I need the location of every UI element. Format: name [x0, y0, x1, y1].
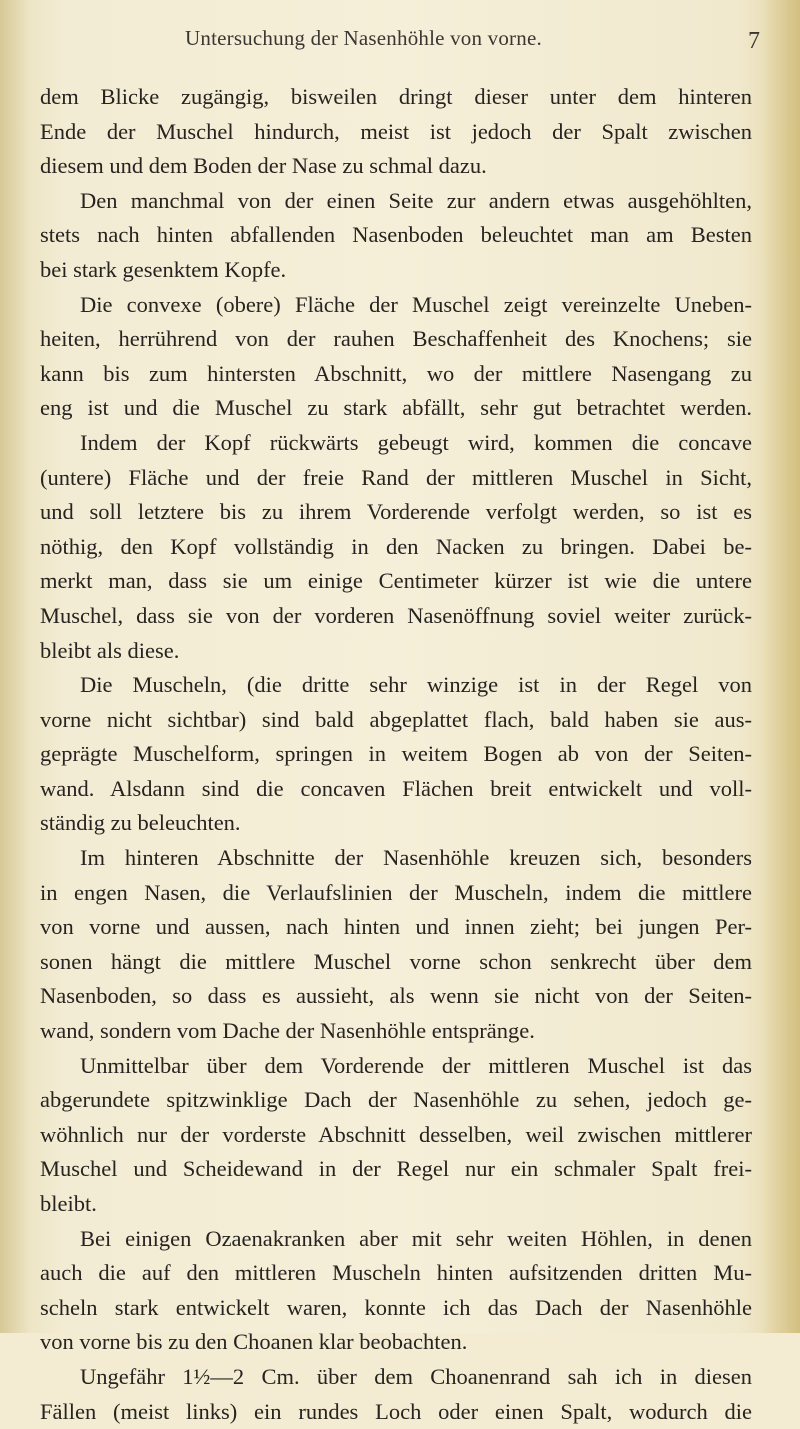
text-line: Fällen (meist links) ein rundes Loch oder einen Spalt, wodurch die [40, 1398, 752, 1424]
text-line: sonen hängt die mittlere Muschel vorne schon senkrecht über dem [40, 948, 752, 974]
text-line: Unmittelbar über dem Vorderende der mittleren Muschel ist das [80, 1052, 752, 1078]
text-line: Nasenboden, so dass es aussieht, als wenn sie nicht von der Seiten- [40, 983, 752, 1009]
text-line: wöhnlich nur der vorderste Abschnitt desselben, weil zwischen mittlerer [40, 1121, 752, 1147]
text-line: vorne nicht sichtbar) sind bald abgeplattet flach, bald haben sie aus- [40, 706, 752, 732]
text-line: von vorne bis zu den Choanen klar beobachten. [40, 1329, 468, 1355]
text-line: ständig zu beleuchten. [40, 810, 241, 836]
text-line: abgerundete spitzwinklige Dach der Nasenhöhle zu sehen, jedoch ge- [40, 1087, 752, 1113]
text-line: dem Blicke zugängig, bisweilen dringt dieser unter dem hinteren [40, 84, 752, 109]
text-line: Indem der Kopf rückwärts gebeugt wird, kommen die concave [80, 429, 752, 455]
text-line: Ungefähr 1½—2 Cm. über dem Choanenrand sah ich in diesen [80, 1363, 752, 1389]
text-line: Bei einigen Ozaenakranken aber mit sehr weiten Höhlen, in denen [80, 1225, 752, 1251]
text-line: wand. Alsdann sind die concaven Flächen breit entwickelt und voll- [40, 775, 752, 801]
body-text [40, 80, 752, 1429]
text-line: Die convexe (obere) Fläche der Muschel zeigt vereinzelte Uneben- [80, 291, 752, 317]
text-line: geprägte Muschelform, springen in weitem Bogen ab von der Seiten- [40, 741, 752, 767]
text-line: in engen Nasen, die Verlaufslinien der Muscheln, indem die mittlere [40, 879, 752, 905]
text-line: bleibt. [40, 1191, 97, 1216]
text-line: (untere) Fläche und der freie Rand der mittleren Muschel in Sicht, [40, 464, 752, 490]
text-line: Muschel und Scheidewand in der Regel nur ein schmaler Spalt frei- [40, 1156, 752, 1182]
page-header [0, 22, 800, 62]
text-line: bei stark gesenktem Kopfe. [40, 256, 287, 282]
text-line: nöthig, den Kopf vollständig in den Nacken zu bringen. Dabei be- [40, 533, 752, 559]
text-line: heiten, herrührend von der rauhen Beschaffenheit des Knochens; sie [40, 326, 752, 352]
page-number: 7 [748, 28, 760, 54]
text-line: Die Muscheln, (die dritte sehr winzige ist in der Regel von [80, 672, 752, 698]
text-line: kann bis zum hintersten Abschnitt, wo der mittlere Nasengang zu [40, 360, 752, 386]
text-line: wand, sondern vom Dache der Nasenhöhle entspränge. [40, 1018, 535, 1044]
text-line: Den manchmal von der einen Seite zur andern etwas ausgehöhlten, [80, 187, 752, 213]
text-line: eng ist und die Muschel zu stark abfällt, sehr gut betrachtet werden. [40, 395, 752, 421]
page-edge-shadow-left [0, 0, 30, 1333]
text-line: auch die auf den mittleren Muscheln hinten aufsitzenden dritten Mu- [40, 1260, 752, 1286]
text-line: Im hinteren Abschnitte der Nasenhöhle kreuzen sich, besonders [80, 845, 752, 871]
text-line: scheln stark entwickelt waren, konnte ich das Dach der Nasenhöhle [40, 1294, 752, 1320]
text-line: und soll letztere bis zu ihrem Vorderende verfolgt werden, so ist es [40, 499, 752, 525]
page-edge-shadow-right [760, 0, 800, 1333]
running-head: Untersuchung der Nasenhöhle von vorne. [185, 26, 542, 50]
text-line: diesem und dem Boden der Nase zu schmal dazu. [40, 153, 487, 179]
text-line: Muschel, dass sie von der vorderen Nasenöffnung soviel weiter zurück- [40, 602, 752, 628]
text-line: stets nach hinten abfallenden Nasenboden beleuchtet man am Besten [40, 222, 752, 248]
text-line: Ende der Muschel hindurch, meist ist jedoch der Spalt zwischen [40, 118, 752, 144]
text-line: von vorne und aussen, nach hinten und innen zieht; bei jungen Per- [40, 914, 752, 940]
text-line: merkt man, dass sie um einige Centimeter kürzer ist wie die untere [40, 568, 752, 594]
text-line: bleibt als diese. [40, 637, 180, 663]
